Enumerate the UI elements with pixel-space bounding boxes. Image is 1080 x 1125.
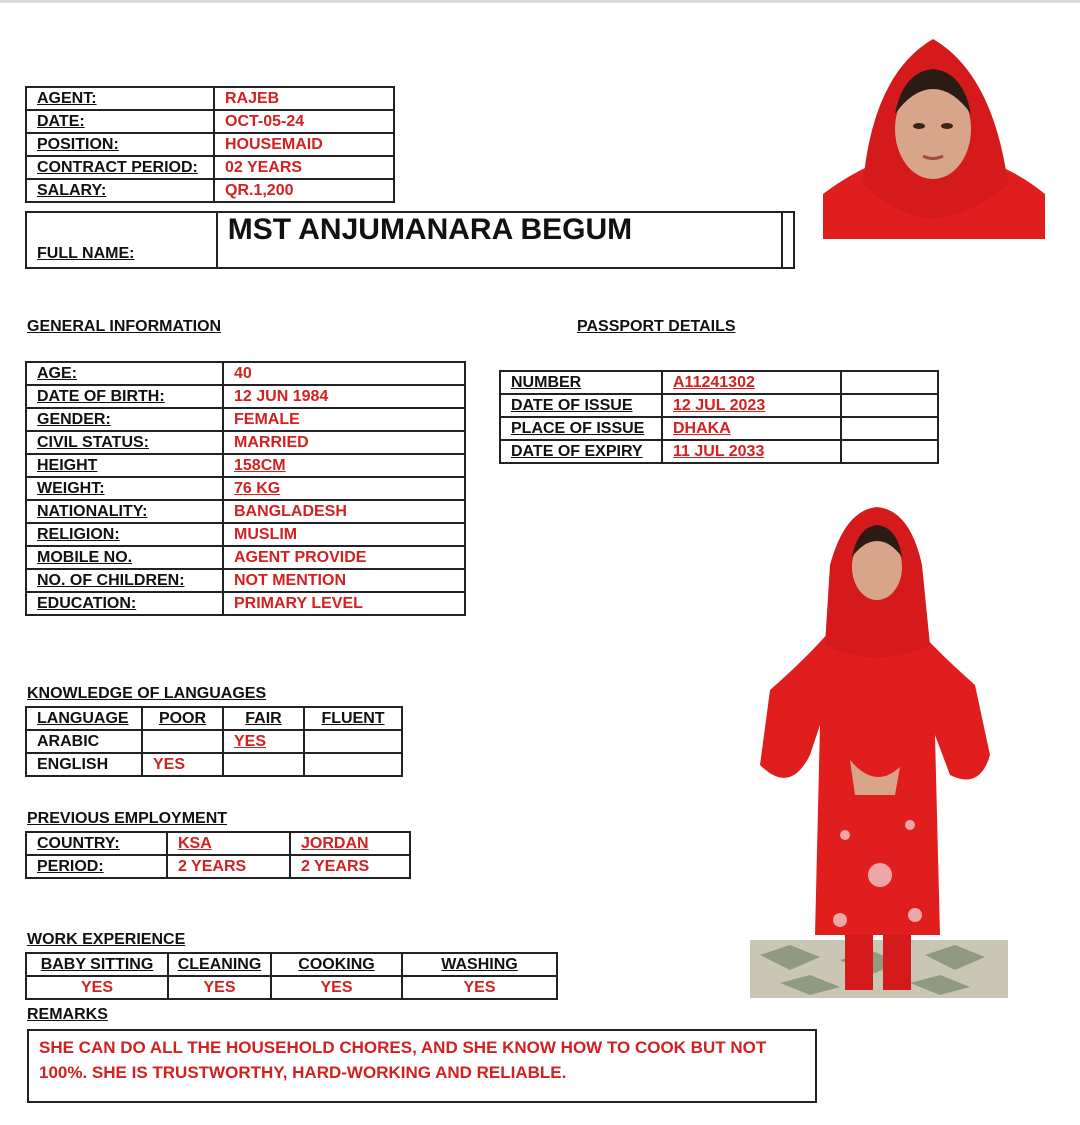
washing-value: YES bbox=[402, 976, 557, 999]
age-label: AGE: bbox=[26, 362, 223, 385]
table-row bbox=[26, 454, 465, 477]
table-row bbox=[26, 385, 465, 408]
remarks-box bbox=[27, 1029, 817, 1103]
work-experience-table bbox=[25, 952, 558, 1000]
table-row bbox=[26, 569, 465, 592]
english-poor: YES bbox=[142, 753, 223, 776]
language-name-english: ENGLISH bbox=[26, 753, 142, 776]
religion-label: RELIGION: bbox=[26, 523, 223, 546]
general-info-heading: GENERAL INFORMATION bbox=[27, 318, 222, 335]
table-row bbox=[26, 477, 465, 500]
full-name-table bbox=[25, 211, 795, 269]
table-row bbox=[500, 440, 938, 463]
table-row bbox=[26, 855, 410, 878]
date-label: DATE: bbox=[26, 110, 214, 133]
cleaning-value: YES bbox=[168, 976, 271, 999]
weight-label: WEIGHT: bbox=[26, 477, 223, 500]
table-row bbox=[26, 133, 394, 156]
arabic-fluent bbox=[304, 730, 402, 753]
english-fluent bbox=[304, 753, 402, 776]
nationality-label: NATIONALITY: bbox=[26, 500, 223, 523]
job-info-table bbox=[25, 86, 395, 203]
table-row bbox=[500, 371, 938, 394]
cooking-value: YES bbox=[271, 976, 402, 999]
blank-cell bbox=[841, 440, 938, 463]
period-1: 2 YEARS bbox=[167, 855, 290, 878]
table-row bbox=[26, 753, 402, 776]
contract-period-value: 02 YEARS bbox=[214, 156, 394, 179]
period-2: 2 YEARS bbox=[290, 855, 410, 878]
fair-col-header: FAIR bbox=[223, 707, 304, 730]
table-row bbox=[26, 546, 465, 569]
languages-heading: KNOWLEDGE OF LANGUAGES bbox=[27, 685, 267, 702]
height-value: 158CM bbox=[223, 454, 465, 477]
agent-value: RAJEB bbox=[214, 87, 394, 110]
fluent-col-header: FLUENT bbox=[304, 707, 402, 730]
baby-sitting-header: BABY SITTING bbox=[26, 953, 168, 976]
table-row bbox=[500, 394, 938, 417]
dob-value: 12 JUN 1984 bbox=[223, 385, 465, 408]
issue-date-value: 12 JUL 2023 bbox=[662, 394, 841, 417]
general-info-table bbox=[25, 361, 466, 616]
period-label: PERIOD: bbox=[26, 855, 167, 878]
mobile-value: AGENT PROVIDE bbox=[223, 546, 465, 569]
agent-label: AGENT: bbox=[26, 87, 214, 110]
poor-col-header: POOR bbox=[142, 707, 223, 730]
children-value: NOT MENTION bbox=[223, 569, 465, 592]
full-body-photo bbox=[750, 505, 1008, 998]
table-row bbox=[26, 592, 465, 615]
table-row bbox=[500, 417, 938, 440]
table-row bbox=[26, 523, 465, 546]
english-fair bbox=[223, 753, 304, 776]
table-row bbox=[26, 87, 394, 110]
religion-value: MUSLIM bbox=[223, 523, 465, 546]
remarks-heading: REMARKS bbox=[27, 1006, 108, 1023]
gender-label: GENDER: bbox=[26, 408, 223, 431]
salary-label: SALARY: bbox=[26, 179, 214, 202]
issue-place-value: DHAKA bbox=[662, 417, 841, 440]
contract-period-label: CONTRACT PERIOD: bbox=[26, 156, 214, 179]
table-row bbox=[26, 953, 557, 976]
table-row bbox=[26, 179, 394, 202]
baby-sitting-value: YES bbox=[26, 976, 168, 999]
dob-label: DATE OF BIRTH: bbox=[26, 385, 223, 408]
age-value: 40 bbox=[223, 362, 465, 385]
country-label: COUNTRY: bbox=[26, 832, 167, 855]
table-row bbox=[26, 408, 465, 431]
remarks-line-2: 100%. SHE IS TRUSTWORTHY, HARD-WORKING AND RELIABLE. bbox=[39, 1063, 567, 1082]
table-row bbox=[26, 976, 557, 999]
headshot-photo bbox=[823, 34, 1045, 239]
issue-date-label: DATE OF ISSUE bbox=[500, 394, 662, 417]
mobile-label: MOBILE NO. bbox=[26, 546, 223, 569]
top-border bbox=[0, 0, 1080, 3]
civil-status-label: CIVIL STATUS: bbox=[26, 431, 223, 454]
full-name-label: FULL NAME: bbox=[26, 212, 217, 268]
issue-place-label: PLACE OF ISSUE bbox=[500, 417, 662, 440]
education-value: PRIMARY LEVEL bbox=[223, 592, 465, 615]
language-col-header: LANGUAGE bbox=[26, 707, 142, 730]
expiry-date-value: 11 JUL 2033 bbox=[662, 440, 841, 463]
table-row bbox=[26, 362, 465, 385]
full-name-value: MST ANJUMANARA BEGUM bbox=[217, 212, 782, 268]
table-row bbox=[26, 156, 394, 179]
table-row bbox=[26, 707, 402, 730]
languages-table bbox=[25, 706, 403, 777]
blank-cell bbox=[841, 417, 938, 440]
date-value: OCT-05-24 bbox=[214, 110, 394, 133]
cooking-header: COOKING bbox=[271, 953, 402, 976]
table-row bbox=[26, 500, 465, 523]
table-row bbox=[26, 431, 465, 454]
salary-value: QR.1,200 bbox=[214, 179, 394, 202]
arabic-poor bbox=[142, 730, 223, 753]
civil-status-value: MARRIED bbox=[223, 431, 465, 454]
position-label: POSITION: bbox=[26, 133, 214, 156]
employment-heading: PREVIOUS EMPLOYMENT bbox=[27, 810, 228, 827]
passport-number-value: A11241302 bbox=[662, 371, 841, 394]
country-2: JORDAN bbox=[290, 832, 410, 855]
full-name-end-cell bbox=[782, 212, 794, 268]
position-value: HOUSEMAID bbox=[214, 133, 394, 156]
table-row bbox=[26, 832, 410, 855]
table-row bbox=[26, 730, 402, 753]
nationality-value: BANGLADESH bbox=[223, 500, 465, 523]
expiry-date-label: DATE OF EXPIRY bbox=[500, 440, 662, 463]
language-name-arabic: ARABIC bbox=[26, 730, 142, 753]
blank-cell bbox=[841, 371, 938, 394]
work-experience-heading: WORK EXPERIENCE bbox=[27, 931, 186, 948]
washing-header: WASHING bbox=[402, 953, 557, 976]
weight-value: 76 KG bbox=[223, 477, 465, 500]
table-row bbox=[26, 110, 394, 133]
passport-heading: PASSPORT DETAILS bbox=[577, 318, 736, 335]
passport-number-label: NUMBER bbox=[500, 371, 662, 394]
arabic-fair: YES bbox=[223, 730, 304, 753]
cleaning-header: CLEANING bbox=[168, 953, 271, 976]
passport-table bbox=[499, 370, 939, 464]
employment-table bbox=[25, 831, 411, 879]
country-1: KSA bbox=[167, 832, 290, 855]
children-label: NO. OF CHILDREN: bbox=[26, 569, 223, 592]
remarks-line-1: SHE CAN DO ALL THE HOUSEHOLD CHORES, AND SHE KNOW HOW TO COOK BUT NOT bbox=[39, 1038, 767, 1057]
education-label: EDUCATION: bbox=[26, 592, 223, 615]
blank-cell bbox=[841, 394, 938, 417]
height-label: HEIGHT bbox=[26, 454, 223, 477]
gender-value: FEMALE bbox=[223, 408, 465, 431]
